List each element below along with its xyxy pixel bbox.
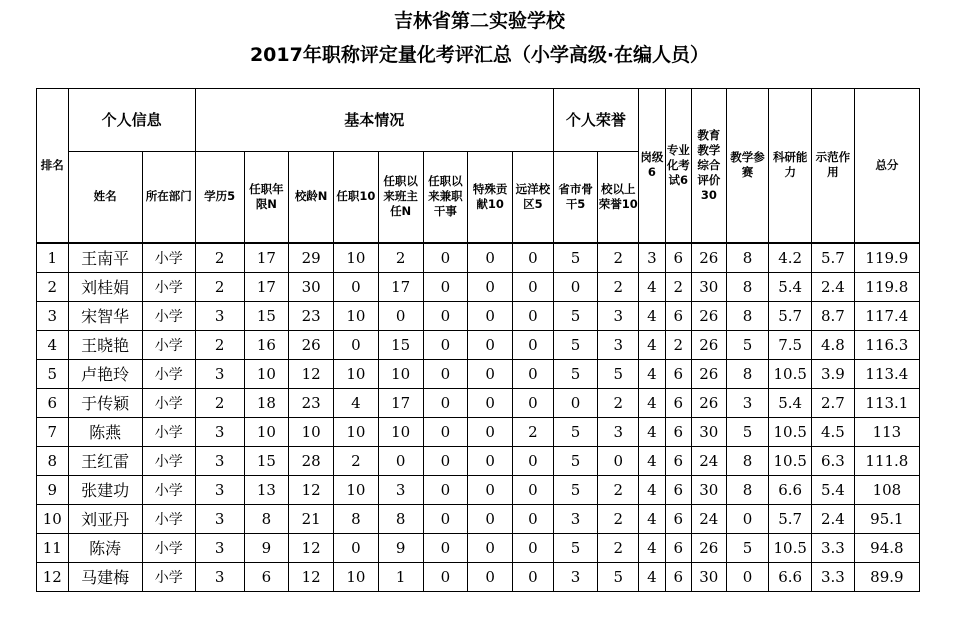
cell-backbone: 5 [553,301,598,330]
table-row [37,504,920,533]
cell-eval: 26 [692,533,727,562]
cell-backbone: 5 [553,359,598,388]
name-header: 姓名 [68,152,142,243]
summary-table [36,88,920,592]
cell-age: 26 [289,330,334,359]
cell-contest: 0 [726,562,769,591]
cell-tenure: 8 [334,504,379,533]
cell-eval: 26 [692,243,727,273]
cell-research: 5.4 [769,388,812,417]
cell-edu: 2 [195,243,244,273]
cell-special: 0 [468,562,513,591]
cell-special: 0 [468,475,513,504]
cell-post: 4 [639,417,665,446]
cell-exam: 6 [665,562,691,591]
cell-tenure: 2 [334,446,379,475]
cell-contest: 5 [726,533,769,562]
cell-remote: 0 [513,243,554,273]
cell-name: 陈涛 [68,533,142,562]
cell-contest: 8 [726,301,769,330]
cell-demo: 4.5 [812,417,855,446]
cell-tenure: 10 [334,475,379,504]
cell-admin: 0 [423,388,468,417]
cell-remote: 0 [513,388,554,417]
cell-rank: 7 [37,417,69,446]
cell-ct: 2 [378,243,423,273]
cell-special: 0 [468,301,513,330]
cell-research: 5.7 [769,301,812,330]
cell-ct: 17 [378,388,423,417]
honor-header: 个人荣誉 [553,89,638,152]
cell-rank: 11 [37,533,69,562]
cell-edu: 2 [195,388,244,417]
cell-special: 0 [468,533,513,562]
cell-remote: 0 [513,359,554,388]
cell-demo: 3.3 [812,533,855,562]
cell-ct: 1 [378,562,423,591]
cell-special: 0 [468,504,513,533]
cell-years: 18 [244,388,289,417]
cell-age: 12 [289,562,334,591]
cell-backbone: 5 [553,417,598,446]
cell-total: 95.1 [854,504,919,533]
cell-post: 4 [639,301,665,330]
cell-remote: 0 [513,475,554,504]
cell-honor: 2 [598,475,639,504]
table-row [37,533,920,562]
cell-post: 4 [639,388,665,417]
cell-contest: 8 [726,475,769,504]
cell-remote: 0 [513,330,554,359]
cell-tenure: 10 [334,359,379,388]
cell-rank: 4 [37,330,69,359]
cell-honor: 0 [598,446,639,475]
cell-research: 5.7 [769,504,812,533]
cell-exam: 2 [665,330,691,359]
research-header: 科研能力 [769,89,812,243]
cell-post: 4 [639,359,665,388]
cell-admin: 0 [423,446,468,475]
cell-backbone: 5 [553,243,598,273]
cell-total: 108 [854,475,919,504]
cell-special: 0 [468,330,513,359]
cell-edu: 3 [195,475,244,504]
cell-eval: 26 [692,330,727,359]
cell-edu: 3 [195,533,244,562]
cell-name: 王南平 [68,243,142,273]
cell-post: 4 [639,562,665,591]
cell-exam: 6 [665,417,691,446]
cell-special: 0 [468,243,513,273]
cell-admin: 0 [423,533,468,562]
cell-backbone: 5 [553,330,598,359]
cell-name: 张建功 [68,475,142,504]
cell-eval: 30 [692,417,727,446]
cell-dept: 小学 [142,417,195,446]
table-row [37,359,920,388]
title-years-header: 任职年限N [244,152,289,243]
cell-total: 113 [854,417,919,446]
cell-dept: 小学 [142,330,195,359]
table-row [37,417,920,446]
cell-ct: 0 [378,446,423,475]
cell-backbone: 3 [553,562,598,591]
cell-name: 宋智华 [68,301,142,330]
cell-backbone: 5 [553,475,598,504]
table-row [37,243,920,273]
cell-special: 0 [468,272,513,301]
cell-ct: 9 [378,533,423,562]
table-row [37,330,920,359]
cell-post: 4 [639,330,665,359]
cell-remote: 0 [513,504,554,533]
cell-exam: 2 [665,272,691,301]
cell-age: 30 [289,272,334,301]
cell-edu: 2 [195,272,244,301]
cell-ct: 10 [378,359,423,388]
cell-backbone: 0 [553,272,598,301]
cell-tenure: 10 [334,301,379,330]
school-honor-header: 校以上荣誉10 [598,152,639,243]
cell-years: 15 [244,446,289,475]
cell-honor: 2 [598,533,639,562]
cell-contest: 8 [726,243,769,273]
rank-header: 排名 [37,89,69,243]
cell-ct: 15 [378,330,423,359]
cell-name: 马建梅 [68,562,142,591]
cell-name: 于传颖 [68,388,142,417]
cell-exam: 6 [665,504,691,533]
admin-header: 任职以来兼职干事 [423,152,468,243]
cell-exam: 6 [665,301,691,330]
cell-dept: 小学 [142,388,195,417]
cell-honor: 2 [598,243,639,273]
cell-rank: 3 [37,301,69,330]
cell-years: 13 [244,475,289,504]
contest-header: 教学参赛 [726,89,769,243]
cell-admin: 0 [423,417,468,446]
cell-dept: 小学 [142,475,195,504]
cell-demo: 5.7 [812,243,855,273]
cell-research: 10.5 [769,417,812,446]
cell-name: 王晓艳 [68,330,142,359]
cell-name: 陈燕 [68,417,142,446]
cell-admin: 0 [423,301,468,330]
tenure-header: 任职10 [334,152,379,243]
cell-eval: 30 [692,272,727,301]
cell-remote: 0 [513,562,554,591]
table-row [37,301,920,330]
cell-years: 10 [244,359,289,388]
basic-info-header: 基本情况 [195,89,553,152]
cell-age: 12 [289,533,334,562]
cell-honor: 5 [598,359,639,388]
cell-years: 9 [244,533,289,562]
cell-contest: 8 [726,272,769,301]
cell-exam: 6 [665,533,691,562]
dept-header: 所在部门 [142,152,195,243]
cell-eval: 24 [692,446,727,475]
cell-backbone: 5 [553,446,598,475]
cell-demo: 3.3 [812,562,855,591]
cell-name: 卢艳玲 [68,359,142,388]
cell-years: 16 [244,330,289,359]
cell-eval: 26 [692,359,727,388]
cell-ct: 17 [378,272,423,301]
table-row [37,475,920,504]
cell-rank: 1 [37,243,69,273]
cell-edu: 3 [195,562,244,591]
cell-edu: 3 [195,446,244,475]
cell-admin: 0 [423,272,468,301]
cell-admin: 0 [423,504,468,533]
cell-contest: 8 [726,359,769,388]
cell-dept: 小学 [142,504,195,533]
cell-post: 4 [639,504,665,533]
cell-backbone: 5 [553,533,598,562]
cell-ct: 3 [378,475,423,504]
cell-eval: 30 [692,475,727,504]
cell-ct: 10 [378,417,423,446]
school-age-header: 校龄N [289,152,334,243]
cell-honor: 5 [598,562,639,591]
cell-admin: 0 [423,330,468,359]
cell-name: 刘亚丹 [68,504,142,533]
cell-dept: 小学 [142,533,195,562]
cell-eval: 26 [692,388,727,417]
cell-total: 117.4 [854,301,919,330]
cell-years: 6 [244,562,289,591]
cell-honor: 3 [598,301,639,330]
cell-dept: 小学 [142,301,195,330]
cell-remote: 2 [513,417,554,446]
education-header: 学历5 [195,152,244,243]
cell-demo: 2.4 [812,504,855,533]
class-teacher-header: 任职以来班主任N [378,152,423,243]
cell-edu: 3 [195,417,244,446]
cell-contest: 3 [726,388,769,417]
cell-post: 4 [639,533,665,562]
cell-research: 7.5 [769,330,812,359]
cell-special: 0 [468,417,513,446]
cell-rank: 12 [37,562,69,591]
cell-remote: 0 [513,446,554,475]
personal-info-header: 个人信息 [68,89,195,152]
cell-age: 10 [289,417,334,446]
cell-total: 113.4 [854,359,919,388]
cell-rank: 8 [37,446,69,475]
cell-demo: 3.9 [812,359,855,388]
cell-demo: 4.8 [812,330,855,359]
cell-dept: 小学 [142,272,195,301]
cell-honor: 2 [598,272,639,301]
table-row [37,272,920,301]
teaching-eval-header: 教育教学综合评价30 [692,89,727,243]
post-header: 岗级6 [639,89,665,243]
cell-research: 5.4 [769,272,812,301]
cell-research: 6.6 [769,475,812,504]
cell-age: 12 [289,359,334,388]
cell-demo: 2.4 [812,272,855,301]
table-header [37,89,920,243]
cell-remote: 0 [513,301,554,330]
cell-admin: 0 [423,562,468,591]
cell-remote: 0 [513,533,554,562]
cell-special: 0 [468,359,513,388]
cell-honor: 3 [598,330,639,359]
cell-tenure: 0 [334,533,379,562]
cell-exam: 6 [665,446,691,475]
cell-research: 10.5 [769,359,812,388]
cell-dept: 小学 [142,243,195,273]
cell-years: 15 [244,301,289,330]
cell-tenure: 4 [334,388,379,417]
table-row [37,388,920,417]
cell-total: 119.8 [854,272,919,301]
cell-exam: 6 [665,475,691,504]
cell-exam: 6 [665,243,691,273]
cell-edu: 3 [195,359,244,388]
cell-contest: 5 [726,330,769,359]
cell-special: 0 [468,388,513,417]
cell-contest: 8 [726,446,769,475]
cell-admin: 0 [423,475,468,504]
table-row [37,446,920,475]
cell-total: 111.8 [854,446,919,475]
table-body [37,243,920,592]
cell-years: 17 [244,272,289,301]
cell-age: 21 [289,504,334,533]
cell-rank: 6 [37,388,69,417]
special-header: 特殊贡献10 [468,152,513,243]
cell-total: 94.8 [854,533,919,562]
report-title: 2017年职称评定量化考评汇总（小学高级·在编人员） [249,44,710,66]
cell-backbone: 0 [553,388,598,417]
cell-backbone: 3 [553,504,598,533]
cell-total: 119.9 [854,243,919,273]
cell-demo: 6.3 [812,446,855,475]
cell-research: 10.5 [769,446,812,475]
cell-age: 29 [289,243,334,273]
cell-tenure: 10 [334,562,379,591]
cell-edu: 2 [195,330,244,359]
cell-ct: 0 [378,301,423,330]
cell-demo: 5.4 [812,475,855,504]
cell-research: 4.2 [769,243,812,273]
cell-rank: 5 [37,359,69,388]
cell-age: 28 [289,446,334,475]
cell-dept: 小学 [142,359,195,388]
cell-total: 113.1 [854,388,919,417]
cell-contest: 5 [726,417,769,446]
cell-age: 23 [289,301,334,330]
cell-tenure: 0 [334,330,379,359]
cell-exam: 6 [665,359,691,388]
total-header: 总分 [854,89,919,243]
city-backbone-header: 省市骨干5 [553,152,598,243]
cell-eval: 30 [692,562,727,591]
cell-post: 4 [639,446,665,475]
cell-name: 王红雷 [68,446,142,475]
cell-name: 刘桂娟 [68,272,142,301]
cell-contest: 0 [726,504,769,533]
cell-years: 8 [244,504,289,533]
cell-tenure: 10 [334,417,379,446]
cell-rank: 10 [37,504,69,533]
cell-post: 4 [639,272,665,301]
cell-remote: 0 [513,272,554,301]
cell-dept: 小学 [142,562,195,591]
cell-honor: 2 [598,504,639,533]
cell-honor: 2 [598,388,639,417]
cell-rank: 9 [37,475,69,504]
cell-post: 3 [639,243,665,273]
cell-admin: 0 [423,359,468,388]
cell-special: 0 [468,446,513,475]
cell-demo: 2.7 [812,388,855,417]
cell-years: 17 [244,243,289,273]
cell-tenure: 10 [334,243,379,273]
cell-total: 89.9 [854,562,919,591]
demo-header: 示范作用 [812,89,855,243]
cell-age: 12 [289,475,334,504]
cell-years: 10 [244,417,289,446]
cell-research: 6.6 [769,562,812,591]
cell-honor: 3 [598,417,639,446]
table-row [37,562,920,591]
cell-ct: 8 [378,504,423,533]
cell-dept: 小学 [142,446,195,475]
cell-exam: 6 [665,388,691,417]
cell-total: 116.3 [854,330,919,359]
pro-exam-header: 专业化考试6 [665,89,691,243]
cell-edu: 3 [195,301,244,330]
cell-age: 23 [289,388,334,417]
cell-tenure: 0 [334,272,379,301]
school-title: 吉林省第二实验学校 [393,10,565,32]
cell-edu: 3 [195,504,244,533]
cell-eval: 24 [692,504,727,533]
cell-research: 10.5 [769,533,812,562]
cell-demo: 8.7 [812,301,855,330]
cell-eval: 26 [692,301,727,330]
cell-rank: 2 [37,272,69,301]
cell-admin: 0 [423,243,468,273]
remote-header: 远洋校区5 [513,152,554,243]
cell-post: 4 [639,475,665,504]
